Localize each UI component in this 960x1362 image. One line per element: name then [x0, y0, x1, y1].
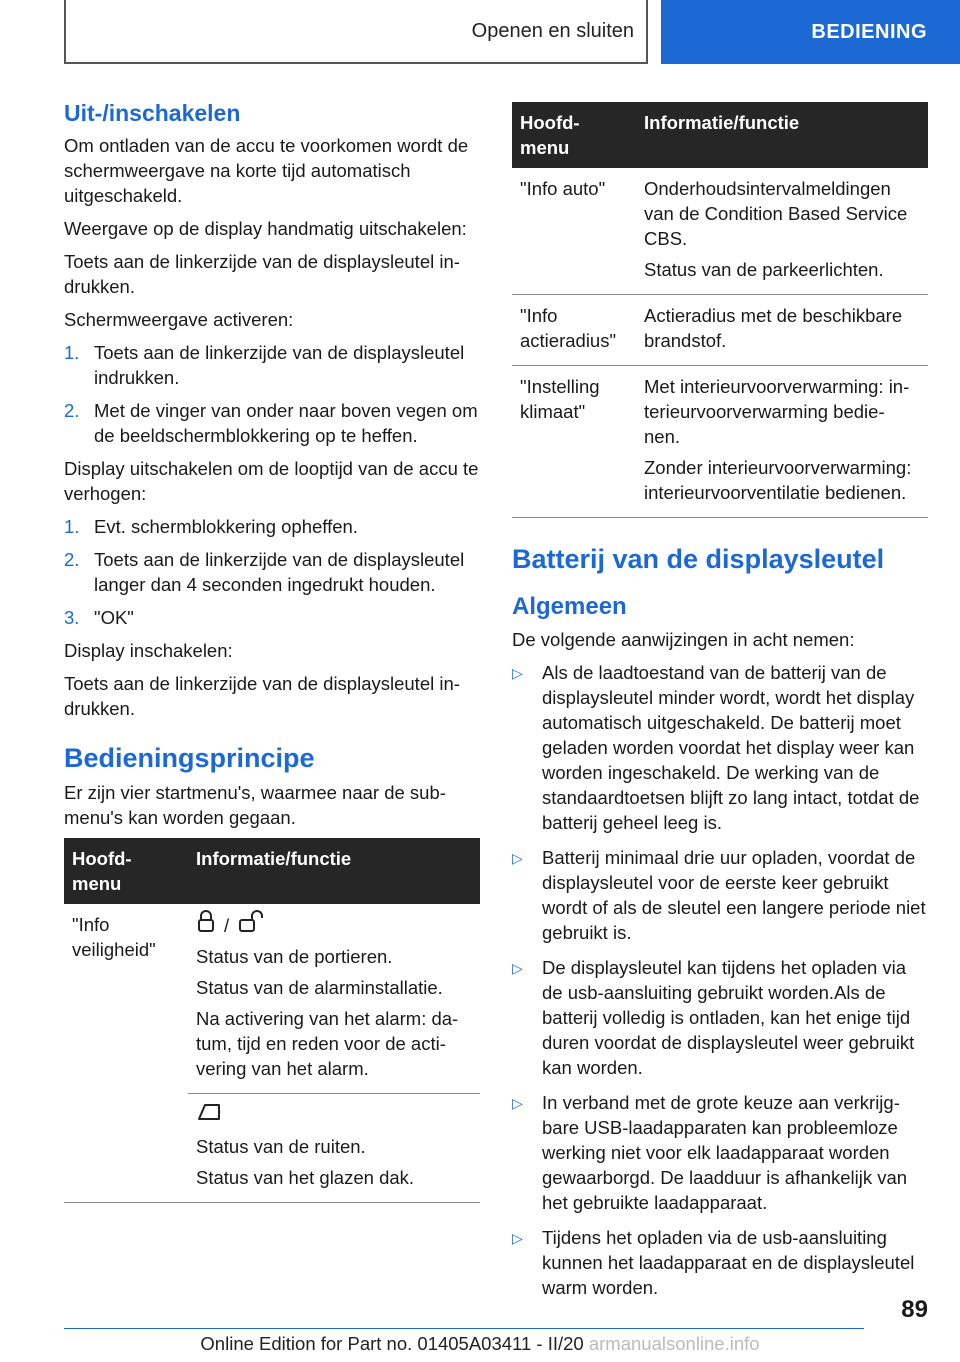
- table-row: [512, 295, 928, 366]
- chapter-text: BEDIENING: [811, 20, 927, 43]
- edition-text: Online Edition for Part no. 01405A03411 - II/20: [200, 1333, 584, 1354]
- heading-bedieningsprincipe: Bedieningsprincipe: [64, 743, 315, 773]
- menu-table-left: [64, 838, 480, 1203]
- section-title-text: Openen en sluiten: [471, 19, 634, 42]
- info-line: Actieradius met de beschikbare brandstof.: [644, 305, 903, 351]
- window-icon-row: [196, 1102, 472, 1128]
- triangle-bullet-icon: ▷: [512, 960, 523, 976]
- menu-cell: "Info auto": [512, 168, 636, 295]
- paragraph: Schermweergave activeren:: [64, 309, 294, 330]
- watermark-text: armanualsonline.info: [588, 1333, 760, 1354]
- list-number: 2.: [64, 549, 80, 570]
- footer-divider: [64, 1328, 864, 1329]
- info-line: Status van het glazen dak.: [196, 1167, 415, 1188]
- paragraph: Er zijn vier startmenu's, waarmee naar de sub-menu's kan worden gegaan.: [64, 782, 446, 828]
- paragraph: Om ontladen van de accu te voorkomen wordt de schermweergave na korte tijd automatisch uitgeschakeld.: [64, 135, 469, 206]
- lock-open-icon: [237, 910, 263, 940]
- table-header-row: [64, 838, 480, 904]
- column-header: Hoofd-menu: [512, 102, 636, 168]
- list-item: [64, 514, 480, 539]
- list-item: [64, 340, 480, 390]
- list-number: 1.: [64, 516, 80, 537]
- paragraph: Display uitschakelen om de looptijd van de accu te verhogen:: [64, 458, 479, 504]
- info-line: Zonder interieurvoorverwarming: interieurvoorventilatie bedienen.: [644, 457, 912, 503]
- table-row: [512, 366, 928, 518]
- column-header: Hoofd-menu: [64, 838, 188, 904]
- menu-cell-empty: [64, 1094, 188, 1203]
- info-line: Met interieurvoorverwarming: in-terieurvoorverwarming bedie-nen.: [644, 376, 910, 447]
- bullet-text: Batterij minimaal drie uur opladen, voordat de displaysleutel voor de eerste keer gebruikt wordt of als de sleutel een langere periode niet gebruikt is.: [542, 847, 926, 943]
- right-column: [512, 102, 928, 1310]
- icon-separator: /: [224, 914, 230, 936]
- lock-closed-icon: [196, 910, 216, 940]
- page-number: 89: [901, 1296, 928, 1323]
- list-text: Met de vinger van onder naar boven vegen om de beeldschermblokkering op te heffen.: [94, 400, 478, 446]
- list-number: 3.: [64, 607, 80, 628]
- info-line: Status van de parkeerlichten.: [644, 259, 884, 280]
- bullet-text: De displaysleutel kan tijdens het opladen via de usb-aansluiting gebruikt worden.Als de batterij volledig is ontladen, kan het enige tijd duren voordat de displaysleutel weer gebruikt kan worden.: [542, 957, 915, 1078]
- paragraph: Toets aan de linkerzijde van de displaysleutel in-drukken.: [64, 251, 460, 297]
- table-header-row: [512, 102, 928, 168]
- lock-icons-row: [196, 912, 472, 938]
- table-row: [64, 1094, 480, 1203]
- bullet-item: [512, 955, 928, 1080]
- menu-cell: "Info actieradius": [512, 295, 636, 366]
- table-row: [64, 904, 480, 1094]
- bullet-item: [512, 660, 928, 835]
- header-chapter: [661, 0, 960, 64]
- bullet-text: In verband met de grote keuze aan verkrijg-bare USB-laadapparaten kan probleemloze werking niet voor elk laadapparaat worden gewaarborgd. De laadduur is afhankelijk van het gebruikte laadapparaat.: [542, 1092, 908, 1213]
- bullet-text: Als de laadtoestand van de batterij van de displaysleutel minder wordt, wordt het display automatisch uitgeschakeld. De batterij moet geladen worden voordat het display weer kan worden ingeschakeld. De werking van de standaardtoetsen blijft zo lang intact, totdat de batterij geheel leeg is.: [542, 662, 920, 833]
- paragraph: Toets aan de linkerzijde van de displaysleutel in-drukken.: [64, 673, 460, 719]
- triangle-bullet-icon: ▷: [512, 1230, 523, 1246]
- list-item: [64, 398, 480, 448]
- bullet-item: [512, 1225, 928, 1300]
- paragraph: Display inschakelen:: [64, 640, 233, 661]
- menu-table-right: [512, 102, 928, 518]
- info-cell: [636, 366, 928, 518]
- list-text: Evt. schermblokkering opheffen.: [94, 516, 358, 537]
- list-text: "OK": [94, 607, 134, 628]
- info-cell: [188, 904, 480, 1094]
- bullet-text: Tijdens het opladen via de usb-aansluiting kunnen het laadapparaat en de displaysleutel warm worden.: [542, 1227, 915, 1298]
- bullet-item: [512, 1090, 928, 1215]
- column-header: Informatie/functie: [636, 102, 928, 168]
- paragraph: Weergave op de display handmatig uitschakelen:: [64, 218, 467, 239]
- info-cell: [636, 168, 928, 295]
- info-cell: [188, 1094, 480, 1203]
- footer-edition: [0, 1333, 960, 1355]
- menu-cell: "Info veiligheid": [72, 914, 156, 960]
- list-text: Toets aan de linkerzijde van de displaysleutel langer dan 4 seconden ingedrukt houden.: [94, 549, 465, 595]
- heading-batterij: Batterij van de displaysleutel: [512, 544, 885, 574]
- table-row: [512, 168, 928, 295]
- heading-uit-inschakelen: Uit-/inschakelen: [64, 100, 241, 126]
- triangle-bullet-icon: ▷: [512, 850, 523, 866]
- car-window-icon: [196, 1101, 222, 1129]
- column-header: Informatie/functie: [188, 838, 480, 904]
- info-line: Status van de alarminstallatie.: [196, 977, 443, 998]
- header-section-title: [64, 0, 648, 64]
- list-number: 1.: [64, 342, 80, 363]
- bullet-item: [512, 845, 928, 945]
- info-cell: [636, 295, 928, 366]
- info-line: Status van de ruiten.: [196, 1136, 366, 1157]
- list-item: [64, 547, 480, 597]
- left-column: [64, 100, 480, 1203]
- list-item: [64, 605, 480, 630]
- list-number: 2.: [64, 400, 80, 421]
- info-line: Status van de portieren.: [196, 946, 393, 967]
- paragraph: De volgende aanwijzingen in acht nemen:: [512, 629, 855, 650]
- triangle-bullet-icon: ▷: [512, 665, 523, 681]
- info-line: Onderhoudsintervalmeldingen van de Condition Based Service CBS.: [644, 178, 908, 249]
- list-text: Toets aan de linkerzijde van de displaysleutel indrukken.: [94, 342, 465, 388]
- info-line: Na activering van het alarm: da-tum, tijd en reden voor de acti-vering van het alarm.: [196, 1008, 459, 1079]
- heading-algemeen: Algemeen: [512, 593, 627, 620]
- triangle-bullet-icon: ▷: [512, 1095, 523, 1111]
- menu-cell: "Instelling klimaat": [512, 366, 636, 518]
